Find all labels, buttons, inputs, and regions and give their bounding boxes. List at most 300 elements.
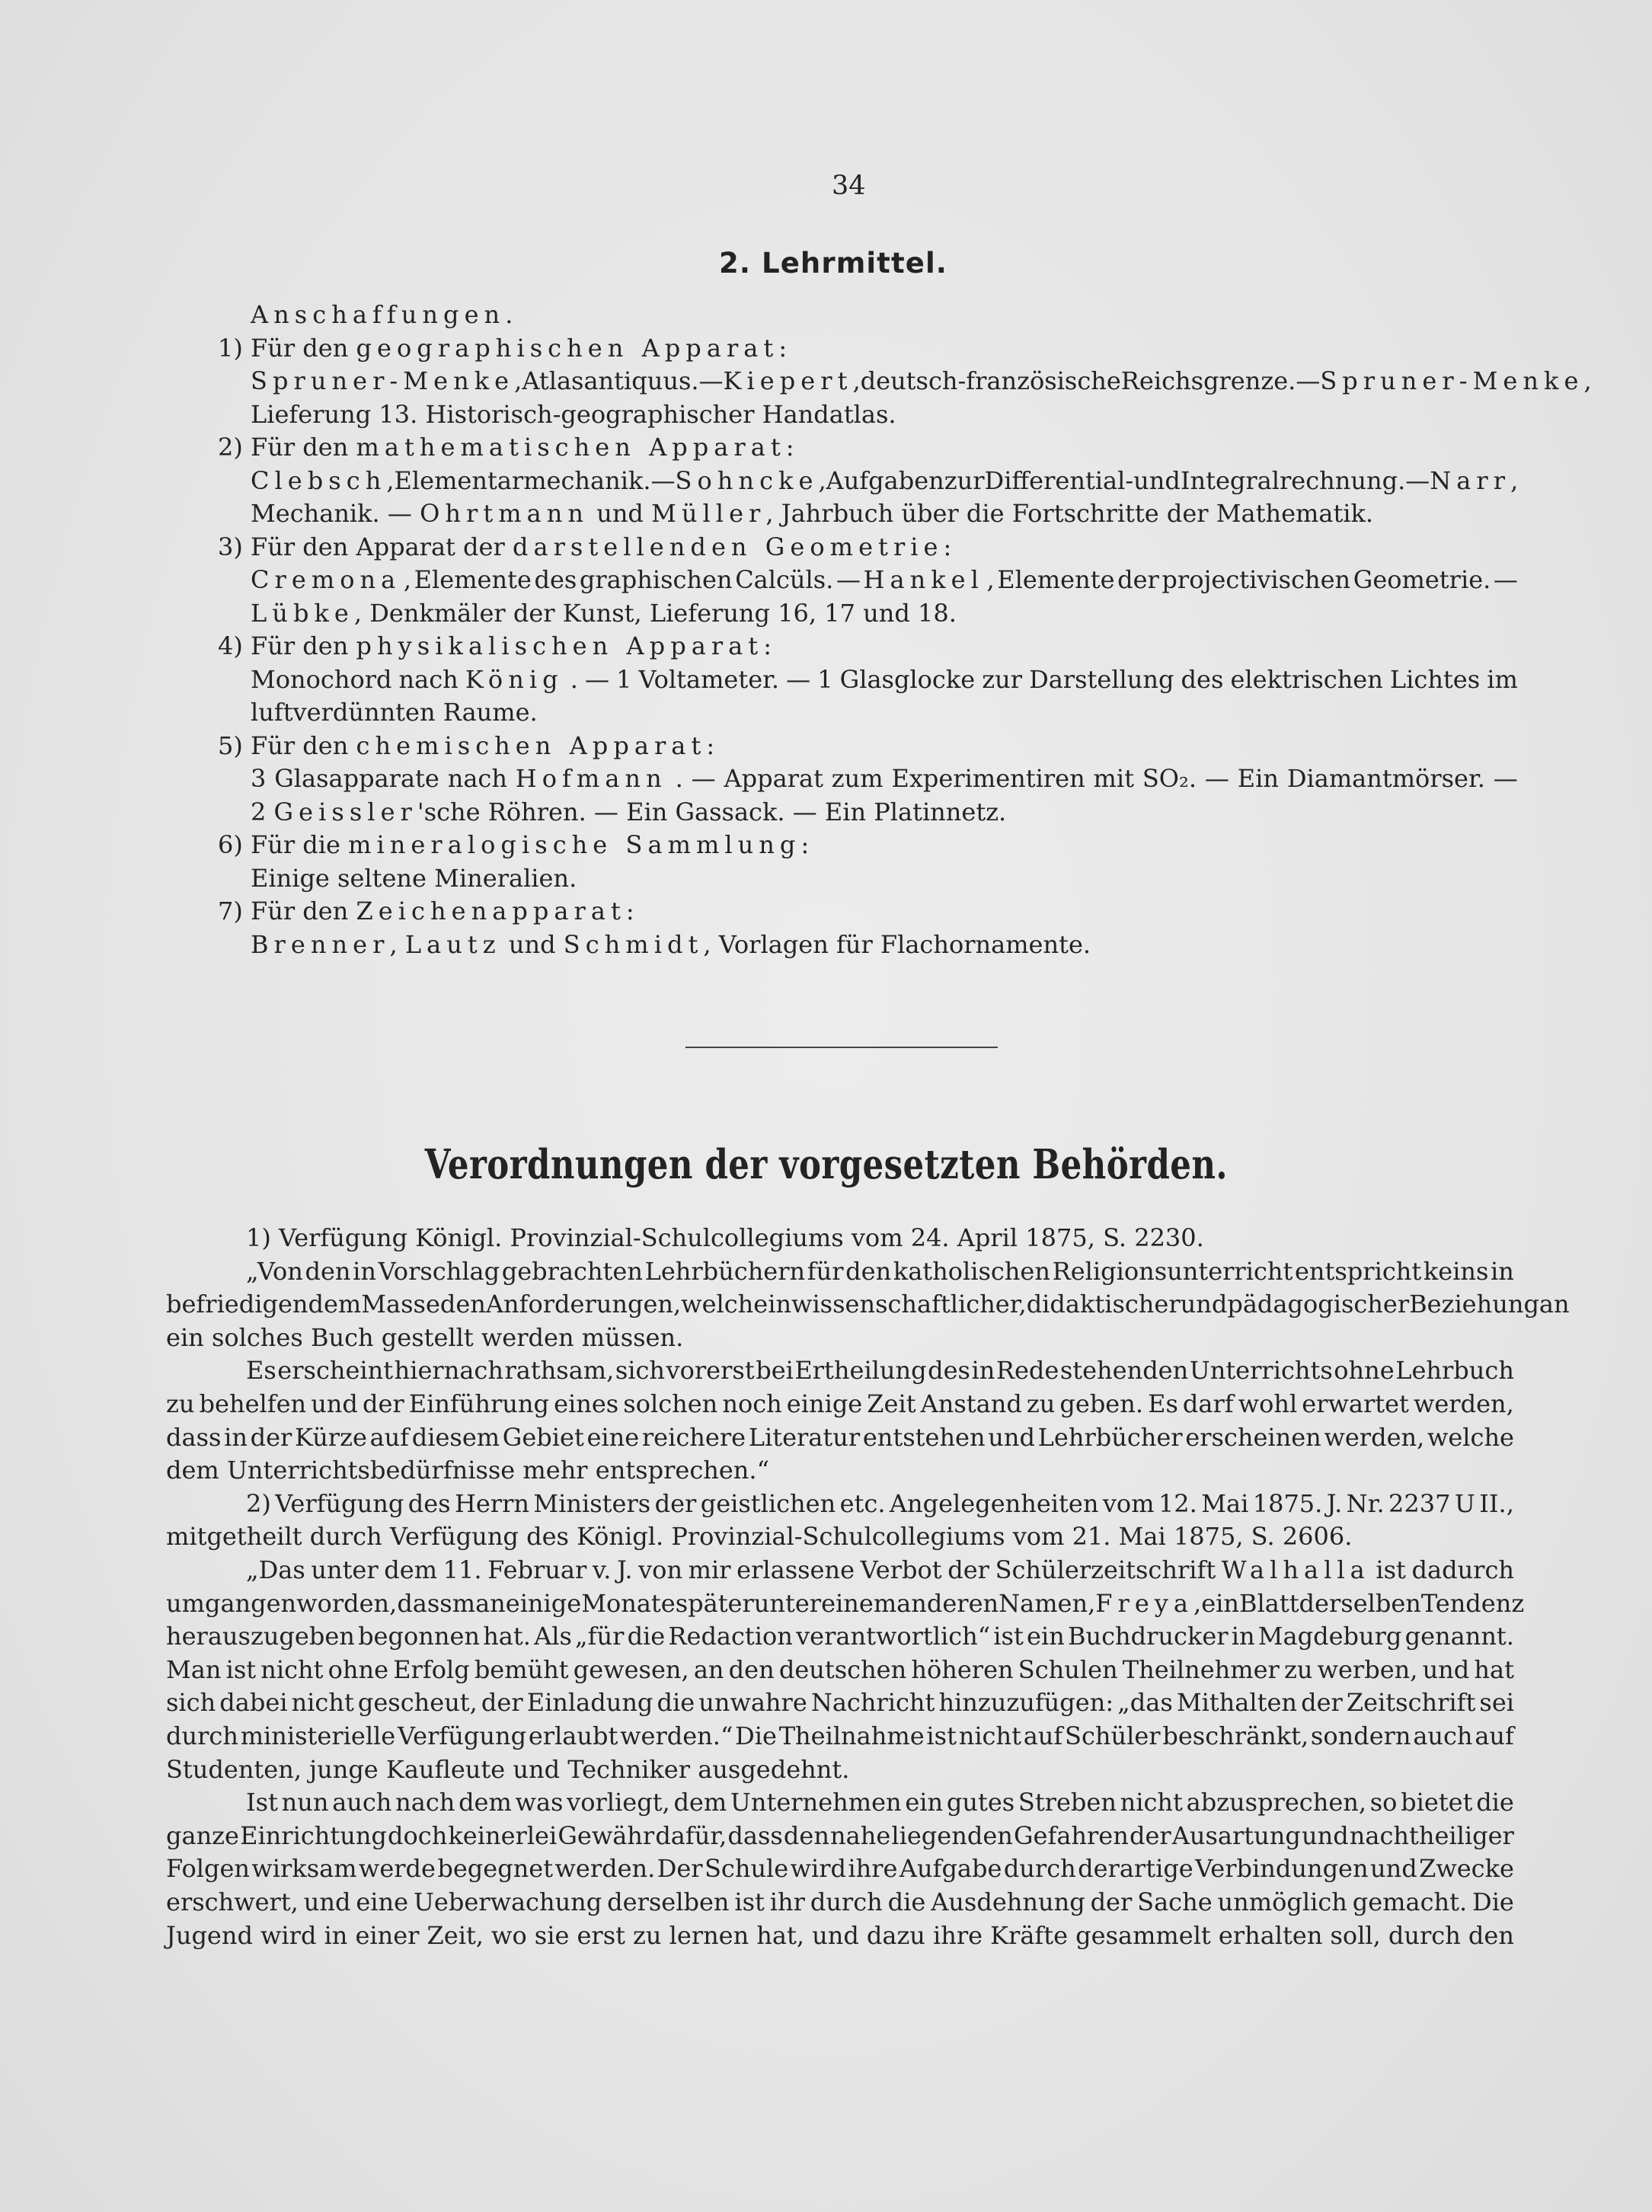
word: Lehrbuch	[1395, 1356, 1514, 1386]
word: gemacht.	[1352, 1888, 1468, 1916]
word: Elementarmechanik.	[394, 465, 651, 495]
word: und	[1301, 1820, 1349, 1850]
word: eines	[554, 1389, 619, 1418]
text-segment: Für die	[251, 830, 349, 859]
word: Aufgaben	[826, 465, 944, 495]
word: hinzuzufügen:	[938, 1688, 1114, 1718]
word: ist	[225, 1654, 257, 1684]
word: nahe	[830, 1820, 891, 1850]
word: mir	[688, 1555, 731, 1584]
word: derselben	[1299, 1588, 1421, 1618]
word: unter	[311, 1555, 379, 1584]
spaced-name: Zeichenapparat	[356, 897, 626, 925]
word: Elemente	[414, 565, 532, 594]
word: werden,	[1324, 1422, 1425, 1452]
text-segment: , Denkmäler der Kunst, Lieferung 16, 17 und 18.	[353, 598, 957, 628]
item-line	[251, 364, 1592, 398]
word: begegnet	[437, 1854, 554, 1884]
word: auf	[1023, 1721, 1063, 1750]
word: Zeit,	[427, 1920, 484, 1950]
word: und	[812, 1920, 859, 1950]
word: erhalten	[1218, 1920, 1323, 1950]
word: sie	[534, 1920, 570, 1950]
word: Ist	[246, 1788, 278, 1817]
word: liegenden	[891, 1820, 1013, 1850]
word: 2)	[246, 1488, 271, 1518]
body-line	[166, 1852, 1514, 1885]
word: Kürze	[294, 1422, 367, 1452]
text-segment: luftverdünnten Raume.	[251, 698, 538, 727]
word: Glasapparate	[274, 764, 439, 793]
word: deutschen	[778, 1654, 907, 1684]
word: Namen,	[999, 1588, 1096, 1618]
word: des	[407, 1488, 451, 1518]
word: Monate	[581, 1588, 676, 1618]
text-segment: 1) Verfügung Königl. Provinzial-Schulcollegiums vom 24. April 1875, S. 2230.	[246, 1223, 1204, 1252]
word: 2237	[1388, 1488, 1451, 1518]
spaced-name: mineralogische Sammlung	[348, 830, 801, 859]
spaced-name: Schmidt	[563, 929, 704, 959]
text-segment: Für den Apparat der	[251, 532, 513, 561]
item-line	[251, 928, 1091, 961]
word: ist	[1376, 1555, 1406, 1584]
word: solchen	[623, 1389, 718, 1418]
word: Tendenz	[1420, 1588, 1525, 1618]
separator-rule	[685, 1047, 998, 1048]
text-segment: Einige seltene Mineralien.	[251, 863, 577, 893]
word: erlaubt	[528, 1721, 618, 1750]
word: Reichsgrenze.	[1120, 366, 1296, 395]
item-line	[251, 596, 957, 630]
text-segment: :	[763, 631, 772, 660]
word: Lichtes	[1389, 664, 1481, 694]
word: so	[1369, 1788, 1398, 1817]
word: Der	[657, 1854, 703, 1884]
word: Februar	[487, 1555, 587, 1584]
text-segment: Für den	[251, 433, 356, 462]
verordnungen-heading	[0, 1141, 1652, 1188]
body-line	[246, 1354, 1514, 1387]
word: hat,	[756, 1920, 805, 1950]
word: der	[1129, 1820, 1171, 1850]
word: „für	[575, 1622, 625, 1651]
word: Anstand	[920, 1389, 1022, 1418]
item-line	[251, 663, 1518, 696]
word: bei	[756, 1356, 794, 1386]
body-line	[166, 1719, 1514, 1753]
item-number: 4)	[218, 631, 243, 660]
text-segment: ,	[1510, 465, 1519, 495]
text-segment: Studenten, junge Kaufleute und Techniker ausgedehnt.	[166, 1754, 850, 1784]
word: ganze	[166, 1820, 239, 1850]
word: —	[650, 465, 676, 495]
item-number: 5)	[218, 730, 243, 760]
word: Lehrbücher	[1037, 1422, 1183, 1452]
word: dass	[727, 1820, 783, 1850]
word: des	[1181, 664, 1224, 694]
word: eine	[586, 1422, 640, 1452]
word: Ministers	[533, 1488, 651, 1518]
spaced-name: Narr	[1430, 465, 1511, 495]
body-line	[166, 1619, 1514, 1653]
word: vorerst	[666, 1356, 755, 1386]
item-line	[251, 563, 1518, 596]
word: 3	[251, 764, 267, 793]
word: wirksam	[251, 1854, 357, 1884]
word: diesem	[411, 1422, 500, 1452]
word: befriedigendem	[166, 1290, 362, 1319]
word: Zeitschrift	[1346, 1688, 1476, 1718]
word: werden.“	[620, 1721, 733, 1750]
word: ein	[1201, 1588, 1239, 1618]
body-line	[166, 1287, 1570, 1321]
word: ohne	[328, 1654, 389, 1684]
text-segment: :	[785, 433, 794, 462]
word: keinerlei	[448, 1820, 558, 1850]
body-line	[166, 1387, 1514, 1421]
word: in	[224, 1422, 248, 1452]
word: Nr.	[1346, 1488, 1385, 1518]
word: Unterrichts	[1189, 1356, 1333, 1386]
word: wird	[790, 1854, 847, 1884]
word: Geometrie.	[1353, 565, 1491, 594]
word: Schulen	[1018, 1654, 1118, 1684]
word: unmöglich	[1217, 1888, 1347, 1916]
text-segment: Für den	[251, 333, 356, 363]
word: herauszugeben	[166, 1622, 355, 1651]
word: Beziehung	[1409, 1290, 1539, 1319]
word: Ein	[1237, 764, 1279, 793]
word: didaktischer	[1026, 1290, 1181, 1319]
word: Gebiet	[502, 1422, 584, 1452]
word: sondern	[1310, 1721, 1411, 1750]
text-segment: 'sche Röhren. — Ein Gassack. — Ein Platinnetz.	[417, 797, 1007, 826]
word: —	[1296, 366, 1321, 395]
word: an	[693, 1654, 724, 1684]
word: einem	[821, 1588, 897, 1618]
word: „Das	[246, 1555, 305, 1584]
word: ministerielle	[240, 1721, 396, 1750]
word: unter	[753, 1588, 822, 1618]
word: einer	[355, 1920, 420, 1950]
word: zur	[944, 465, 985, 495]
word: umgangen	[166, 1588, 297, 1618]
word: antiquus.	[583, 366, 699, 395]
word: graphischen	[579, 565, 733, 594]
word: an	[1539, 1290, 1570, 1319]
word: Verfügung	[275, 1488, 404, 1518]
word: ,	[852, 366, 861, 395]
word: doch	[388, 1820, 448, 1850]
word: der	[654, 1488, 697, 1518]
body-line	[166, 1653, 1514, 1686]
word: der	[1117, 565, 1159, 594]
item-heading	[251, 331, 787, 365]
word: .	[675, 764, 683, 793]
word: Religionsunterricht	[1052, 1256, 1293, 1286]
word: werden.	[554, 1854, 656, 1884]
word: zu	[1283, 1654, 1313, 1684]
word: reichere	[641, 1422, 746, 1452]
word: den	[845, 1256, 892, 1286]
word: Verbot	[860, 1555, 942, 1584]
word: welche	[681, 1290, 768, 1319]
word: nachtheiliger	[1349, 1820, 1514, 1850]
word: Schülerzeitschrift	[995, 1555, 1216, 1584]
word: dem	[459, 1788, 512, 1817]
word: ein	[1027, 1622, 1065, 1651]
word: gutes	[946, 1788, 1015, 1817]
word: behelfen	[199, 1389, 307, 1418]
word: in	[353, 1256, 376, 1286]
word: man	[452, 1588, 506, 1618]
word: gescheut,	[357, 1688, 478, 1718]
word: Experimentiren	[891, 764, 1085, 793]
word: ein	[905, 1788, 944, 1817]
word: gesammelt	[1075, 1920, 1211, 1950]
word: J.	[1326, 1488, 1343, 1518]
body-line	[246, 1487, 1514, 1520]
word: der	[1090, 1888, 1133, 1916]
word: Lehrbüchern	[644, 1256, 806, 1286]
word: der	[481, 1688, 523, 1718]
word: nicht	[958, 1721, 1021, 1750]
word: ihr	[769, 1888, 805, 1916]
word: bietet	[1401, 1788, 1473, 1817]
spaced-name: Lautz	[404, 929, 501, 959]
word: Es	[246, 1356, 276, 1386]
word: Erfolg	[393, 1654, 470, 1684]
word: zu	[633, 1920, 662, 1950]
body-line	[246, 1785, 1514, 1819]
text-segment: Für den	[251, 631, 356, 660]
word: des	[534, 565, 577, 594]
word: abzusprechen,	[1186, 1788, 1367, 1817]
word: entstehen	[862, 1422, 986, 1452]
word: Verfügung	[398, 1721, 527, 1750]
word: sich	[166, 1688, 216, 1718]
word: durch	[810, 1888, 883, 1916]
spaced-name: chemischen Apparat	[356, 730, 707, 760]
word: Zwecke	[1419, 1854, 1514, 1884]
word: ,	[1193, 1588, 1202, 1618]
word: Vorschlag	[378, 1256, 500, 1286]
word: den	[783, 1820, 829, 1850]
word: dass	[166, 1422, 222, 1452]
word: was	[515, 1788, 564, 1817]
word: elektrischen	[1230, 664, 1383, 694]
word: —	[691, 764, 716, 793]
word: Schüler	[1065, 1721, 1161, 1750]
word: Calcüls.	[735, 565, 834, 594]
text-segment: und	[589, 499, 652, 528]
word: „Von	[246, 1256, 303, 1286]
spaced-name: physikalischen Apparat	[356, 631, 764, 660]
word: den	[439, 1290, 486, 1319]
word: ,	[986, 565, 995, 594]
word: erscheinen	[1185, 1422, 1321, 1452]
word: vom	[1102, 1488, 1155, 1518]
text-segment: mitgetheilt durch Verfügung des Königl. Provinzial-Schulcollegiums vom 21. Mai 1875, S. 2606.	[166, 1522, 1353, 1552]
word: 1875.	[1252, 1488, 1323, 1518]
word: den	[728, 1654, 775, 1684]
body-line	[166, 1686, 1514, 1719]
item-number: 3)	[218, 532, 243, 561]
word: vorliegt,	[567, 1788, 670, 1817]
word: Man	[166, 1654, 222, 1684]
word: ihre	[848, 1854, 898, 1884]
word: sich	[615, 1356, 666, 1386]
word: später	[675, 1588, 754, 1618]
word: entspricht	[1294, 1256, 1422, 1286]
word: dem	[673, 1788, 727, 1817]
word: Theilnehmer	[1122, 1654, 1280, 1684]
word: Differential-	[984, 465, 1134, 495]
text-segment: :	[800, 830, 810, 859]
word: hiernach	[394, 1356, 503, 1386]
word: den	[1468, 1920, 1514, 1950]
word: Die	[735, 1721, 777, 1750]
word: hat.	[483, 1622, 531, 1651]
word: zur	[982, 664, 1022, 694]
text-segment: und	[500, 929, 564, 959]
word: wissenschaftlicher,	[791, 1290, 1027, 1319]
spaced-name: Freya	[1095, 1588, 1194, 1618]
word: Mithalten	[1176, 1688, 1297, 1718]
word: —	[698, 366, 724, 395]
word: Voltameter.	[638, 664, 780, 694]
word: —	[1405, 465, 1430, 495]
text-segment: Für den	[251, 730, 356, 760]
spaced-name: Kiepert	[723, 366, 853, 395]
word: in	[971, 1356, 995, 1386]
spaced-name: Ohrtmann	[420, 499, 590, 528]
word: zum	[831, 764, 884, 793]
body-line	[166, 1753, 849, 1786]
word: Zeit	[867, 1389, 916, 1418]
word: auf	[369, 1422, 410, 1452]
word: bemüht	[474, 1654, 569, 1684]
word: sei	[1479, 1688, 1514, 1718]
word: Rede	[995, 1356, 1059, 1386]
word: Einrichtung	[240, 1820, 387, 1850]
spaced-name: Sohncke	[675, 465, 819, 495]
text-segment: , Vorlagen für Flachornamente.	[703, 929, 1091, 959]
word: Atlas	[522, 366, 584, 395]
word: Ausdehnung	[931, 1888, 1085, 1916]
word: rathsam,	[504, 1356, 615, 1386]
item-line	[251, 398, 896, 431]
word: derselben	[607, 1888, 730, 1916]
text-segment: :	[778, 333, 788, 363]
word: geben.	[1059, 1389, 1144, 1418]
word: ,	[514, 366, 522, 395]
word: erst	[577, 1920, 625, 1950]
word: Theilnahme	[778, 1721, 925, 1750]
item-line	[251, 795, 1006, 829]
word: erscheint	[277, 1356, 394, 1386]
item-heading	[251, 430, 794, 464]
item-line	[251, 497, 1373, 530]
item-line	[251, 464, 1518, 497]
word: Jugend	[166, 1920, 253, 1950]
word: zu	[1026, 1389, 1056, 1418]
word: Integralrechnung.	[1180, 465, 1406, 495]
text-segment: :	[625, 897, 634, 925]
word: nach	[398, 664, 459, 694]
word: und	[988, 1422, 1035, 1452]
word: des	[928, 1356, 970, 1386]
word: Angelegenheiten	[889, 1488, 1099, 1518]
spaced-name: Spruner-Menke	[1320, 366, 1584, 395]
word: anderen	[896, 1588, 999, 1618]
word: gewesen,	[573, 1654, 689, 1684]
word: Einführung	[408, 1389, 549, 1418]
spaced-name: mathematischen Apparat	[356, 433, 786, 462]
word: dadurch	[1411, 1555, 1514, 1584]
spaced-name: Spruner-Menke	[251, 366, 515, 395]
spaced-name: Geissler	[273, 797, 417, 826]
spaced-name: Walhalla	[1221, 1555, 1370, 1584]
item-line	[251, 861, 577, 895]
text-segment: 2	[251, 797, 274, 826]
word: einige	[505, 1588, 582, 1618]
spaced-name: Brenner	[251, 929, 390, 959]
word: Redaction	[668, 1622, 793, 1651]
word: erlassene	[737, 1555, 855, 1584]
word: erwartet	[1302, 1389, 1409, 1418]
item-heading	[251, 729, 714, 762]
item-number: 7)	[218, 897, 243, 925]
spaced-name: darstellenden Geometrie	[512, 532, 944, 561]
word: nicht	[291, 1688, 354, 1718]
word: nach	[395, 1788, 455, 1817]
word: ist	[734, 1888, 765, 1916]
word: keins	[1423, 1256, 1489, 1286]
word: Streben	[1018, 1788, 1117, 1817]
word: werde	[358, 1854, 436, 1884]
item-number: 6)	[218, 830, 243, 859]
word: der	[250, 1422, 292, 1452]
word: genannt.	[1404, 1622, 1514, 1651]
word: II.,	[1479, 1488, 1514, 1518]
word: Literatur	[748, 1422, 861, 1452]
word: und	[1369, 1854, 1417, 1884]
spaced-name: Lübke	[251, 598, 354, 628]
word: Ueberwachung	[413, 1888, 602, 1916]
word: deutsch-französische	[860, 366, 1121, 395]
body-line	[246, 1553, 1514, 1587]
word: 1	[817, 664, 833, 694]
word: dabei	[219, 1688, 288, 1718]
word: Es	[1148, 1389, 1178, 1418]
word: J.	[616, 1555, 633, 1584]
word: projectivischen	[1162, 565, 1351, 594]
word: Elemente	[997, 565, 1115, 594]
word: pädagogischer	[1227, 1290, 1410, 1319]
word: hat	[1474, 1654, 1514, 1684]
word: worden,	[296, 1588, 398, 1618]
text-segment: :	[943, 532, 952, 561]
word: dazu	[866, 1920, 925, 1950]
spaced-name: Müller	[651, 499, 766, 528]
word: der	[362, 1389, 404, 1418]
word: einige	[786, 1389, 863, 1418]
word: 11.	[443, 1555, 482, 1584]
body-line	[166, 1885, 1514, 1919]
word: durch	[166, 1721, 238, 1750]
word: ,	[403, 565, 412, 594]
